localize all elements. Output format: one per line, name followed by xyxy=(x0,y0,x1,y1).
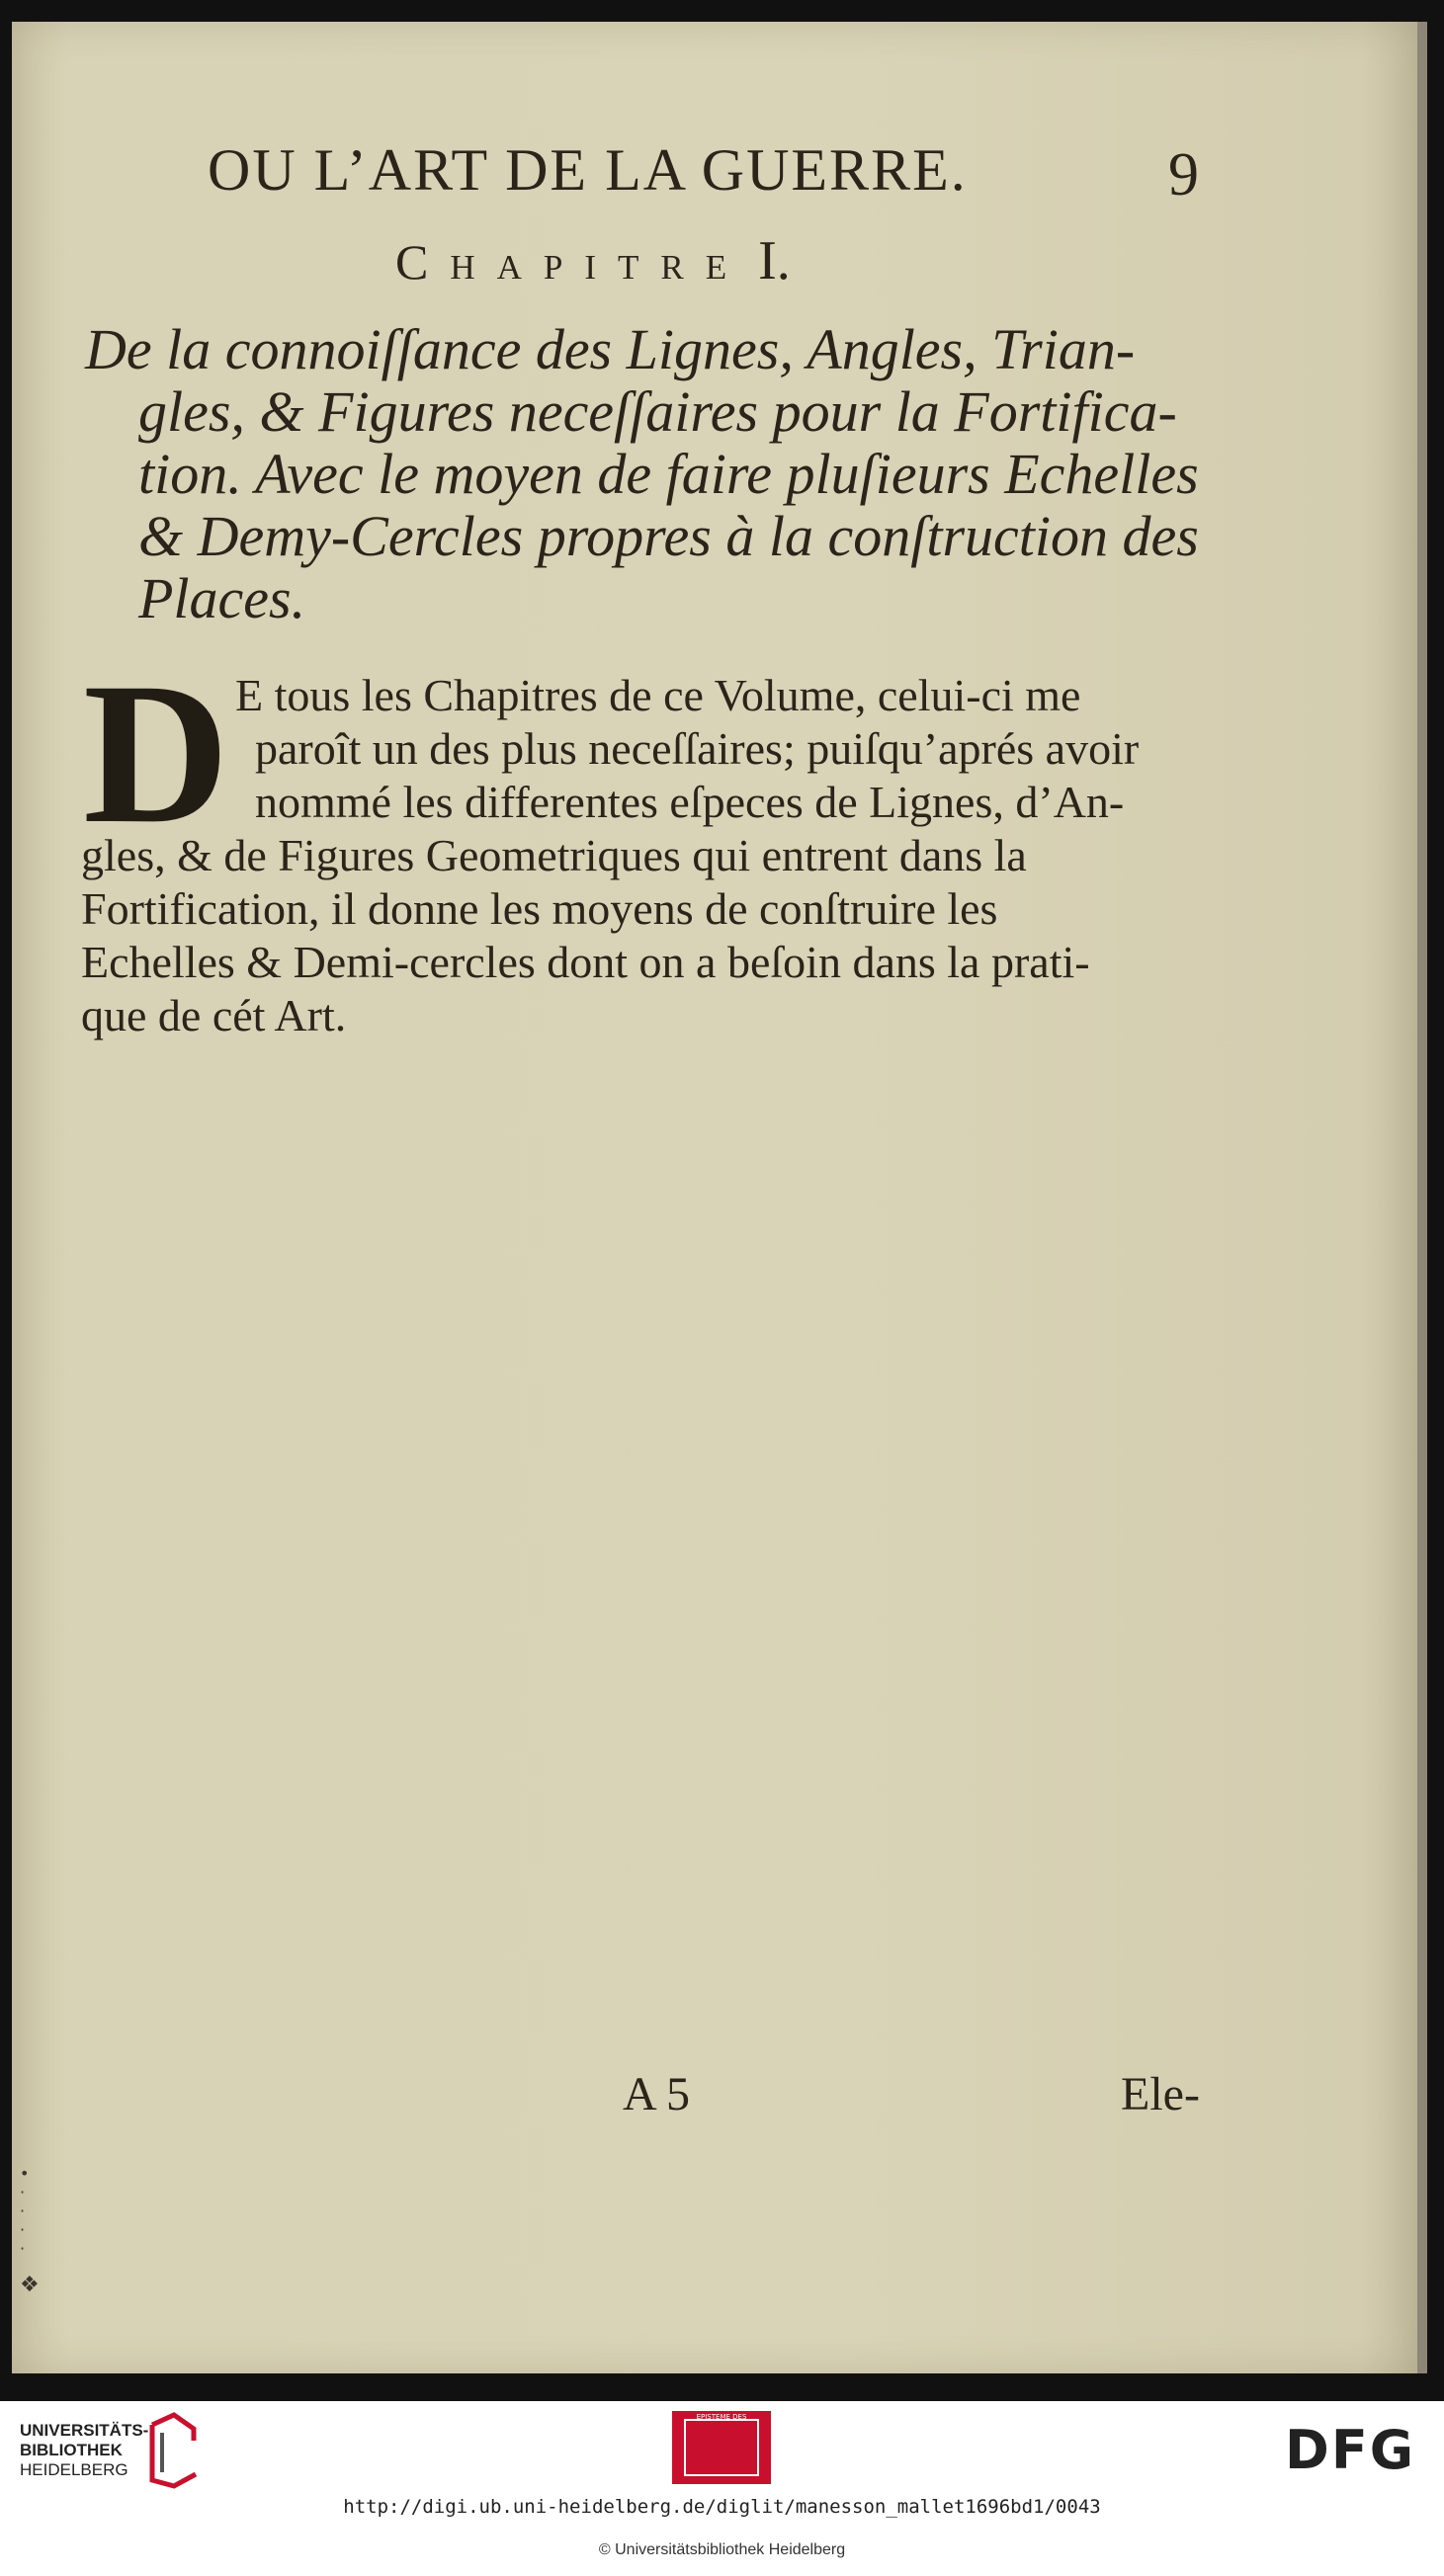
spine-ornament-icon: ❖ xyxy=(20,2273,40,2297)
chapter-label: Chapitre xyxy=(395,234,749,290)
chapter-title-line: tion. Avec le moyen de faire pluſieurs Echelles xyxy=(138,442,1199,506)
chapter-title-line: & Demy-Cercles propres à la conſtruction des xyxy=(138,504,1199,568)
chapter-number: I. xyxy=(758,230,791,291)
body-line: Echelles & Demi-cercles dont on a beſoin dans la prati- xyxy=(81,937,1090,987)
body-line: E tous les Chapitres de ce Volume, celui-ci me xyxy=(235,670,1081,720)
body-line: Fortification, il donne les moyens de conſtruire les xyxy=(81,883,998,934)
chapter-title-line: De la connoiſſance des Lignes, Angles, Trian- xyxy=(85,317,1136,381)
body-line: paroît un des plus neceſſaires; puiſqu’aprés avoir xyxy=(255,723,1140,774)
drop-cap: D xyxy=(83,680,230,828)
library-name-line: HEIDELBERG xyxy=(20,2460,128,2479)
running-head: OU L’ART DE LA GUERRE. xyxy=(208,137,968,203)
library-name-line: UNIVERSITÄTS- xyxy=(20,2421,149,2440)
library-name-line: BIBLIOTHEK xyxy=(20,2441,123,2459)
catchword: Ele- xyxy=(1121,2068,1200,2120)
dfg-logo[interactable]: DFG xyxy=(1285,2419,1416,2481)
spine-marks: • · · · · xyxy=(20,2164,30,2258)
body-line: gles, & de Figures Geometriques qui entrent dans la xyxy=(81,830,1027,880)
body-line: nommé les differentes eſpeces de Lignes, d’An- xyxy=(255,777,1125,827)
library-mark-icon xyxy=(144,2411,200,2490)
project-logo[interactable] xyxy=(672,2411,771,2484)
chapter-title-line: gles, & Figures neceſſaires pour la Fortifica- xyxy=(138,379,1177,444)
page-edge xyxy=(1417,22,1427,2373)
chapter-title-line: Places. xyxy=(138,566,306,630)
chapter-heading xyxy=(395,229,791,292)
page-number: 9 xyxy=(1168,141,1199,208)
project-logo-frame-icon xyxy=(684,2419,759,2476)
project-logo-caption: EPISTEME DES xyxy=(696,2413,747,2421)
chapter-title xyxy=(85,318,1202,629)
signature-mark: A 5 xyxy=(623,2068,691,2120)
copyright-notice: © Universitätsbibliothek Heidelberg xyxy=(598,2541,846,2558)
body-line: que de cét Art. xyxy=(81,990,347,1040)
permalink-url[interactable]: http://digi.ub.uni-heidelberg.de/diglit/manesson_mallet1696bd1/0043 xyxy=(343,2496,1101,2518)
